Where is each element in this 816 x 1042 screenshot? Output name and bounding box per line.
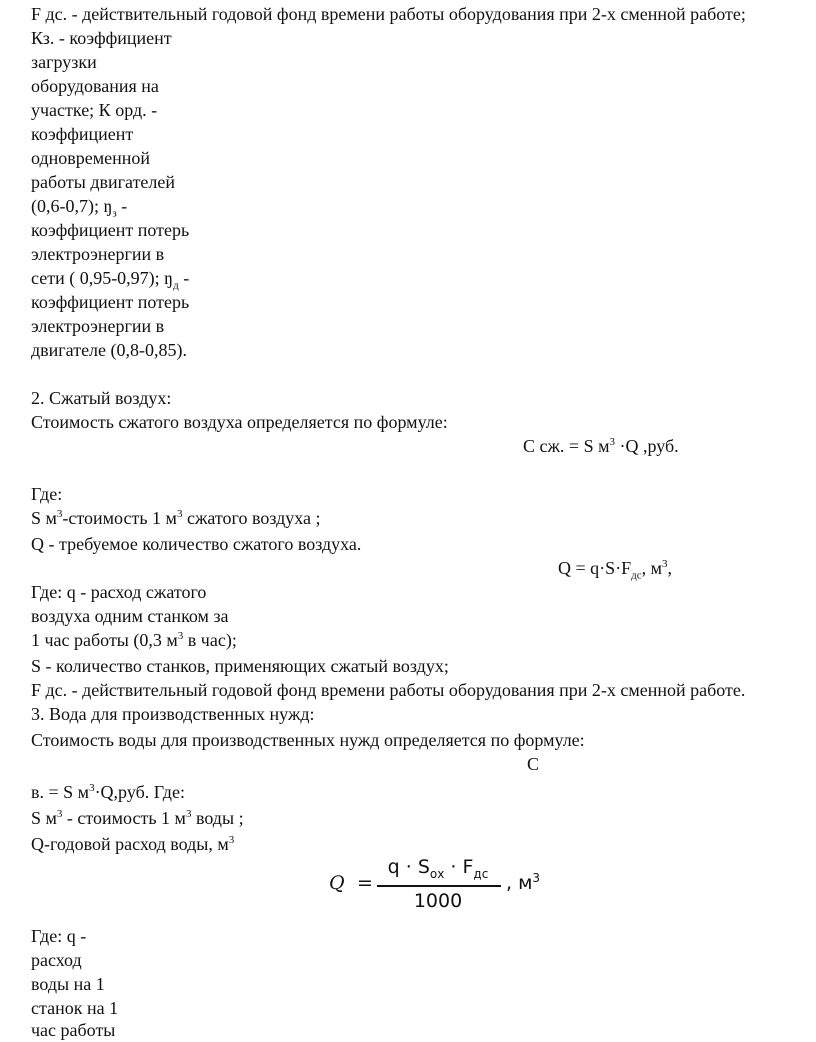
text-line: одновременной: [31, 148, 151, 168]
text-line: Где: q -: [31, 926, 87, 946]
text-line: S $м^3$-стоимость 1 $м^3$ сжатого воздуха ;: [31, 508, 321, 528]
text-line: в. = S $м^3\cdot Q,руб$. Где:: [31, 782, 185, 802]
text-line: (0,6-0,7); $ŋ_з$ -: [31, 196, 128, 220]
formula-denominator: 1000: [413, 890, 463, 912]
text-line: час работы: [31, 1020, 116, 1040]
text-line: F дс. - действительный годовой фонд времени работы оборудования при 2-х сменной работе.: [31, 680, 746, 700]
text-line: воды на 1: [31, 974, 105, 994]
text-line: Стоимость воды для производственных нужд определяется по формуле:: [31, 730, 585, 750]
section-heading: 2. Сжатый воздух:: [31, 388, 172, 408]
formula-air-quantity: $Q = q\cdot S\cdot F_{дс}$, $м^3$,: [558, 558, 673, 582]
formula-equals: =: [357, 872, 373, 894]
formula-compressed-air: С сж. = S $м^3 \cdot Q$ ,руб.: [523, 436, 679, 456]
text-line: Q-годовой расход воды, $м^3$: [31, 834, 235, 854]
text-line: работы двигателей: [31, 172, 176, 192]
text-line: F дс. - действительный годовой фонд времени работы оборудования при 2-х сменной работе;: [31, 4, 746, 24]
text-line: электроэнергии в: [31, 244, 165, 264]
text-line: коэффициент потерь: [31, 220, 190, 240]
text-line: двигателе (0,8-0,85).: [31, 340, 188, 360]
text-line: Где: q - расход сжатого: [31, 582, 207, 602]
text-line: S - количество станков, применяющих сжатый воздух;: [31, 656, 449, 676]
text-line: воздуха одним станком за: [31, 606, 229, 626]
section-heading: 3. Вода для производственных нужд:: [31, 704, 315, 724]
text-line: Кз. - коэффициент: [31, 28, 172, 48]
fraction-bar: [377, 885, 501, 887]
formula-numerator: $q \cdot S_{ох} \cdot F_{дс}$: [387, 856, 489, 881]
text-line: Где:: [31, 484, 63, 504]
formula-unit: , $м^3$: [506, 871, 541, 894]
text-line: Стоимость сжатого воздуха определяется по формуле:: [31, 412, 448, 432]
text-line: коэффициент: [31, 124, 134, 144]
text-line: Q - требуемое количество сжатого воздуха.: [31, 534, 362, 554]
text-line: 1 час работы (0,3 $м^3$ в час);: [31, 630, 237, 650]
text-line: сети ( 0,95-0,97); $ŋ_д$ -: [31, 268, 190, 292]
text-line: коэффициент потерь: [31, 292, 190, 312]
text-line: участке; К орд. -: [31, 100, 158, 120]
text-line: С: [527, 754, 540, 774]
text-line: загрузки: [31, 52, 97, 72]
text-line: электроэнергии в: [31, 316, 165, 336]
text-line: станок на 1: [31, 998, 119, 1018]
formula-water-quantity: [325, 852, 541, 918]
text-line: S $м^3$ - стоимость 1 $м^3$ воды ;: [31, 808, 244, 828]
text-line: оборудования на: [31, 76, 159, 96]
text-line: расход: [31, 950, 82, 970]
formula-lhs: Q: [329, 872, 345, 894]
